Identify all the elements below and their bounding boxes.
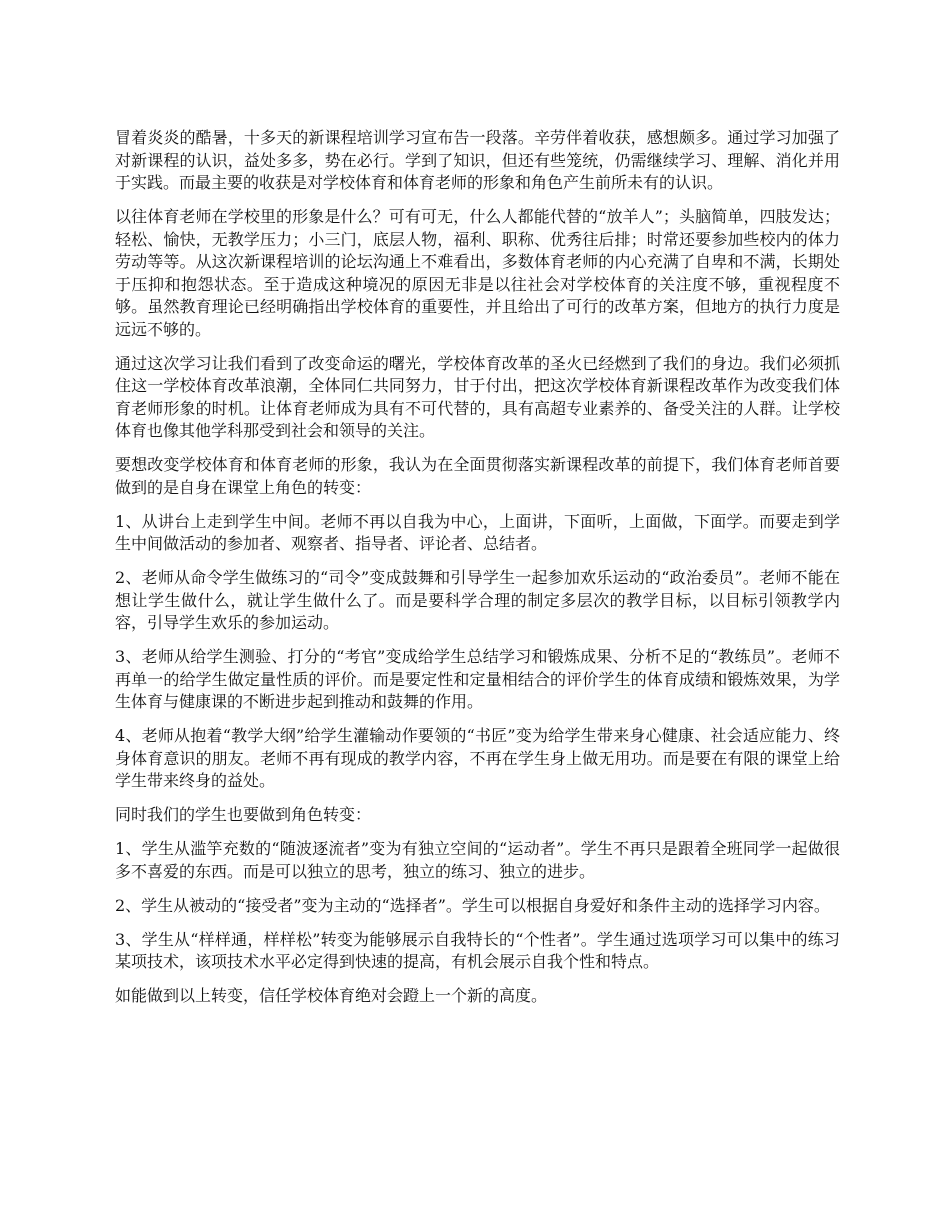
paragraph-teacher-role-3: 3、老师从给学生测验、打分的“考官”变成给学生总结学习和锻炼成果、分析不足的“教练员”。老师不再单一的给学生做定量性质的评价。而是要定性和定量相结合的评价学生的体育成绩和锻炼效果，为学生体育与健康课的不断进步起到推动和鼓舞的作用。 [115,647,840,711]
paragraph-intro: 冒着炎炎的酷暑，十多天的新课程培训学习宣布告一段落。辛劳伴着收获，感想颇多。通过学习加强了对新课程的认识，益处多多，势在必行。学到了知识，但还有些笼统，仍需继续学习、理解、消化并用于实践。而最主要的收获是对学校体育和体育老师的形象和角色产生前所未有的认识。 [115,128,840,192]
paragraph-past-image: 以往体育老师在学校里的形象是什么？可有可无，什么人都能代替的“放羊人”；头脑简单，四肢发达；轻松、愉快，无教学压力；小三门，底层人物，福利、职称、优秀往后排；时常还要参加些校内的体力劳动等等。从这次新课程培训的论坛沟通上不难看出，多数体育老师的内心充满了自卑和不满，长期处于压抑和抱怨状态。至于造成这种境况的原因无非是以往社会对学校体育的关注度不够，重视程度不够。虽然教育理论已经明确指出学校体育的重要性，并且给出了可行的改革方案，但地方的执行力度是远远不够的。 [115,207,840,339]
paragraph-student-role-1: 1、学生从滥竽充数的“随波逐流者”变为有独立空间的“运动者”。学生不再只是跟着全班同学一起做很多不喜爱的东西。而是可以独立的思考，独立的练习、独立的进步。 [115,839,840,881]
paragraph-teacher-role-1: 1、从讲台上走到学生中间。老师不再以自我为中心，上面讲，下面听，上面做，下面学。而要走到学生中间做活动的参加者、观察者、指导者、评论者、总结者。 [115,511,840,553]
paragraph-student-role-intro: 同时我们的学生也要做到角色转变： [115,805,372,824]
paragraph-opportunity: 通过这次学习让我们看到了改变命运的曙光，学校体育改革的圣火已经燃到了我们的身边。我们必须抓住这一学校体育改革浪潮，全体同仁共同努力，甘于付出，把这次学校体育新课程改革作为改变我们体育老师形象的时机。让体育老师成为具有不可代替的，具有高超专业素养的、备受关注的人群。让学校体育也像其他学科那受到社会和领导的关注。 [115,353,840,440]
paragraph-conclusion: 如能做到以上转变，信任学校体育绝对会蹬上一个新的高度。 [115,986,548,1005]
paragraph-student-role-2: 2、学生从被动的“接受者”变为主动的“选择者”。学生可以根据自身爱好和条件主动的选择学习内容。 [115,895,830,915]
paragraph-teacher-role-4: 4、老师从抱着“教学大纲”给学生灌输动作要领的“书匠”变为给学生带来身心健康、社会适应能力、终身体育意识的朋友。老师不再有现成的教学内容，不再在学生身上做无用功。而是要在有限的课堂上给学生带来终身的益处。 [115,726,840,790]
paragraph-student-role-3: 3、学生从“样样通，样样松”转变为能够展示自我特长的“个性者”。学生通过选项学习可以集中的练习某项技术，该项技术水平必定得到快速的提高，有机会展示自我个性和特点。 [115,929,840,971]
paragraph-teacher-role-intro: 要想改变学校体育和体育老师的形象，我认为在全面贯彻落实新课程改革的前提下，我们体育老师首要做到的是自身在课堂上角色的转变： [115,455,840,497]
paragraph-teacher-role-2: 2、老师从命令学生做练习的“司令”变成鼓舞和引导学生一起参加欢乐运动的“政治委员”。老师不能在想让学生做什么，就让学生做什么了。而是要科学合理的制定多层次的教学目标，以目标引领教学内容，引导学生欢乐的参加运动。 [115,568,840,632]
document-body [115,127,840,1019]
